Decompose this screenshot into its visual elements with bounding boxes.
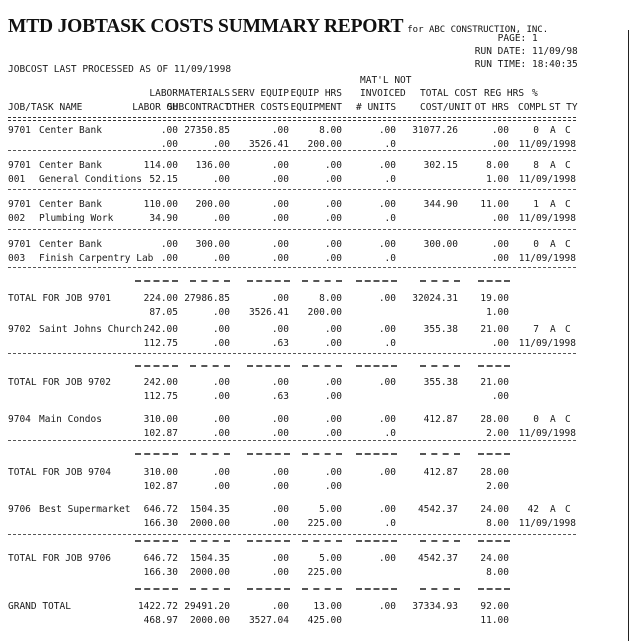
labor-value: 646.72 — [143, 553, 178, 564]
serv-equip-value: .00 — [271, 199, 289, 210]
reg-hrs-value: .00 — [491, 125, 509, 136]
reg-hrs-subvalue: .00 — [491, 391, 509, 402]
serv-equip-subvalue: .00 — [271, 213, 289, 224]
type-code: C — [565, 324, 571, 335]
serv-equip-subvalue: 3526.41 — [248, 139, 289, 150]
header-line1-2: MATERIALS — [178, 88, 230, 99]
total-cost-value: 4542.37 — [417, 504, 458, 515]
labor-value: 310.00 — [143, 414, 178, 425]
reg-hrs-subvalue: .00 — [491, 338, 509, 349]
materials-value: 136.00 — [195, 160, 230, 171]
serv-equip-subvalue: .00 — [271, 518, 289, 529]
header-line2-9: ST TY — [549, 102, 578, 113]
subtotal-separator — [356, 453, 397, 455]
task-date: 11/09/1998 — [518, 428, 576, 439]
labor-value: .00 — [160, 239, 178, 250]
matl-not-invoiced-subvalue: .0 — [384, 253, 396, 264]
materials-value: 1504.35 — [189, 553, 230, 564]
header-line1-8: % — [532, 88, 538, 99]
serv-equip-subvalue: .63 — [271, 391, 289, 402]
matl-not-invoiced-value: .00 — [378, 601, 396, 612]
subtotal-separator — [478, 588, 510, 590]
reg-hrs-subvalue: 8.00 — [486, 567, 509, 578]
subtotal-separator — [247, 453, 290, 455]
reg-hrs-value: .00 — [491, 239, 509, 250]
labor-subvalue: 166.30 — [143, 567, 178, 578]
labor-subvalue: 166.30 — [143, 518, 178, 529]
header-matl-not: MAT'L NOT — [360, 75, 412, 86]
subtotal-separator — [356, 588, 397, 590]
total-cost-value: 355.38 — [423, 324, 458, 335]
percent-complete: 0 — [533, 239, 539, 250]
job-name: Saint Johns Church — [39, 324, 142, 335]
equip-hrs-value: 13.00 — [313, 601, 342, 612]
reg-hrs-value: 11.00 — [480, 199, 509, 210]
status-code: A — [550, 239, 556, 250]
reg-hrs-subvalue: .00 — [491, 253, 509, 264]
matl-not-invoiced-value: .00 — [378, 160, 396, 171]
equip-hrs-subvalue: 225.00 — [307, 567, 342, 578]
materials-value: .00 — [212, 377, 230, 388]
reg-hrs-subvalue: 2.00 — [486, 428, 509, 439]
equip-hrs-subvalue: 200.00 — [307, 139, 342, 150]
serv-equip-subvalue: 3527.04 — [248, 615, 289, 626]
subtotal-separator — [356, 280, 397, 282]
header-line2-6: COST/UNIT — [420, 102, 472, 113]
task-date: 11/09/1998 — [518, 139, 576, 150]
last-processed: JOBCOST LAST PROCESSED AS OF 11/09/1998 — [8, 64, 232, 75]
subtotal-separator — [302, 588, 342, 590]
subtotal-separator — [302, 280, 342, 282]
task-name: Finish Carpentry Lab — [39, 253, 154, 264]
materials-value: 29491.20 — [184, 601, 230, 612]
labor-value: 1422.72 — [137, 601, 178, 612]
matl-not-invoiced-subvalue: .0 — [384, 518, 396, 529]
run-time-label: RUN TIME: — [474, 59, 527, 70]
header-line1-6: TOTAL COST — [420, 88, 478, 99]
status-code: A — [550, 324, 556, 335]
equip-hrs-value: .00 — [324, 324, 342, 335]
matl-not-invoiced-value: .00 — [378, 125, 396, 136]
header-line1-1: LABOR — [149, 88, 178, 99]
page-value: 1 — [532, 33, 538, 44]
row-divider — [8, 229, 576, 230]
reg-hrs-subvalue: 11.00 — [480, 615, 509, 626]
job-name: Best Supermarket — [39, 504, 131, 515]
subtotal-separator — [247, 540, 290, 542]
subtotal-separator — [356, 540, 397, 542]
materials-value: 300.00 — [195, 239, 230, 250]
job-number: 9702 — [8, 324, 31, 335]
matl-not-invoiced-value: .00 — [378, 293, 396, 304]
materials-subvalue: .00 — [212, 428, 230, 439]
total-cost-value: 344.90 — [423, 199, 458, 210]
task-code: 002 — [8, 213, 26, 224]
labor-value: 114.00 — [143, 160, 178, 171]
labor-subvalue: 102.87 — [143, 481, 178, 492]
equip-hrs-value: 5.00 — [319, 504, 342, 515]
header-line1-7: REG HRS — [484, 88, 525, 99]
serv-equip-value: .00 — [271, 553, 289, 564]
materials-value: .00 — [212, 324, 230, 335]
equip-hrs-value: .00 — [324, 414, 342, 425]
serv-equip-value: .00 — [271, 324, 289, 335]
header-line2-8: COMPL — [518, 102, 547, 113]
type-code: C — [565, 239, 571, 250]
reg-hrs-subvalue: 1.00 — [486, 307, 509, 318]
labor-value: 224.00 — [143, 293, 178, 304]
subtotal-separator — [302, 365, 342, 367]
labor-subvalue: 52.15 — [149, 174, 178, 185]
labor-value: .00 — [160, 125, 178, 136]
task-date: 11/09/1998 — [518, 253, 576, 264]
labor-subvalue: 112.75 — [143, 338, 178, 349]
subtotal-separator — [420, 540, 460, 542]
equip-hrs-subvalue: .00 — [324, 391, 342, 402]
matl-not-invoiced-value: .00 — [378, 199, 396, 210]
reg-hrs-subvalue: 2.00 — [486, 481, 509, 492]
materials-value: 27350.85 — [184, 125, 230, 136]
job-number: 9706 — [8, 504, 31, 515]
equip-hrs-value: .00 — [324, 199, 342, 210]
row-divider — [8, 267, 576, 268]
materials-subvalue: 2000.00 — [189, 567, 230, 578]
serv-equip-subvalue: .00 — [271, 428, 289, 439]
subtotal-separator — [247, 588, 290, 590]
subtotal-separator — [478, 453, 510, 455]
status-code: A — [550, 160, 556, 171]
subtotal-separator — [478, 280, 510, 282]
materials-value: 200.00 — [195, 199, 230, 210]
subtotal-separator — [190, 540, 230, 542]
labor-value: 242.00 — [143, 324, 178, 335]
total-cost-value: 31077.26 — [412, 125, 458, 136]
task-name: Plumbing Work — [39, 213, 114, 224]
materials-value: .00 — [212, 467, 230, 478]
equip-hrs-subvalue: 425.00 — [307, 615, 342, 626]
header-line2-4: EQUIPMENT — [290, 102, 342, 113]
task-date: 11/09/1998 — [518, 518, 576, 529]
status-code: A — [550, 125, 556, 136]
total-cost-value: 355.38 — [423, 377, 458, 388]
subtotal-separator — [478, 365, 510, 367]
task-code: 001 — [8, 174, 26, 185]
row-divider — [8, 150, 576, 151]
materials-subvalue: .00 — [212, 253, 230, 264]
materials-value: 1504.35 — [189, 504, 230, 515]
task-name: General Conditions — [39, 174, 142, 185]
materials-subvalue: .00 — [212, 174, 230, 185]
total-cost-value: 4542.37 — [417, 553, 458, 564]
serv-equip-value: .00 — [271, 601, 289, 612]
reg-hrs-value: 21.00 — [480, 377, 509, 388]
percent-complete: 1 — [533, 199, 539, 210]
type-code: C — [565, 199, 571, 210]
subtotal-separator — [135, 588, 178, 590]
job-name: Center Bank — [39, 125, 102, 136]
header-line2-1: LABOR OH — [132, 102, 178, 113]
subtotal-separator — [190, 453, 230, 455]
matl-not-invoiced-value: .00 — [378, 553, 396, 564]
serv-equip-subvalue: 3526.41 — [248, 307, 289, 318]
serv-equip-subvalue: .00 — [271, 567, 289, 578]
company-name: for ABC CONSTRUCTION, INC. — [407, 25, 549, 35]
equip-hrs-value: 5.00 — [319, 553, 342, 564]
header-line1-5: INVOICED — [360, 88, 406, 99]
status-code: A — [550, 199, 556, 210]
subtotal-separator — [135, 280, 178, 282]
total-cost-value: 37334.93 — [412, 601, 458, 612]
equip-hrs-subvalue: .00 — [324, 481, 342, 492]
job-number: 9701 — [8, 125, 31, 136]
subtotal-separator — [356, 365, 397, 367]
subtotal-separator — [420, 280, 460, 282]
matl-not-invoiced-subvalue: .0 — [384, 139, 396, 150]
subtotal-separator — [190, 365, 230, 367]
labor-subvalue: 34.90 — [149, 213, 178, 224]
total-cost-value: 32024.31 — [412, 293, 458, 304]
percent-complete: 7 — [533, 324, 539, 335]
type-code: C — [565, 504, 571, 515]
header-divider — [8, 117, 576, 121]
subtotal-separator — [135, 453, 178, 455]
subtotal-separator — [190, 280, 230, 282]
equip-hrs-value: .00 — [324, 160, 342, 171]
subtotal-separator — [135, 365, 178, 367]
matl-not-invoiced-subvalue: .0 — [384, 174, 396, 185]
equip-hrs-value: .00 — [324, 377, 342, 388]
equip-hrs-subvalue: .00 — [324, 338, 342, 349]
header-job-task-name: JOB/TASK NAME — [8, 102, 83, 113]
materials-value: .00 — [212, 414, 230, 425]
materials-subvalue: .00 — [212, 338, 230, 349]
run-date-value: 11/09/98 — [532, 46, 578, 57]
subtotal-separator — [302, 453, 342, 455]
labor-subvalue: 468.97 — [143, 615, 178, 626]
page-number — [498, 33, 594, 44]
matl-not-invoiced-subvalue: .0 — [384, 213, 396, 224]
total-cost-value: 412.87 — [423, 414, 458, 425]
materials-subvalue: 2000.00 — [189, 615, 230, 626]
job-name: Main Condos — [39, 414, 102, 425]
total-cost-value: 412.87 — [423, 467, 458, 478]
matl-not-invoiced-subvalue: .0 — [384, 338, 396, 349]
equip-hrs-subvalue: 225.00 — [307, 518, 342, 529]
labor-subvalue: 102.87 — [143, 428, 178, 439]
equip-hrs-subvalue: .00 — [324, 213, 342, 224]
header-line1-3: SERV EQUIP — [231, 88, 289, 99]
task-date: 11/09/1998 — [518, 174, 576, 185]
job-number: 9701 — [8, 239, 31, 250]
task-date: 11/09/1998 — [518, 213, 576, 224]
job-number: 9704 — [8, 414, 31, 425]
header-line2-2: SUBCONTRACT — [167, 102, 230, 113]
row-divider — [8, 353, 576, 354]
subtotal-separator — [135, 540, 178, 542]
subtotal-separator — [247, 365, 290, 367]
reg-hrs-subvalue: 8.00 — [486, 518, 509, 529]
subtotal-separator — [420, 588, 460, 590]
labor-value: 646.72 — [143, 504, 178, 515]
total-label: TOTAL FOR JOB 9704 — [8, 467, 111, 478]
report-title — [8, 16, 548, 38]
job-name: Center Bank — [39, 239, 102, 250]
status-code: A — [550, 414, 556, 425]
page-label: PAGE: — [497, 33, 527, 44]
percent-complete: 8 — [533, 160, 539, 171]
reg-hrs-value: 28.00 — [480, 414, 509, 425]
task-date: 11/09/1998 — [518, 338, 576, 349]
total-cost-value: 300.00 — [423, 239, 458, 250]
serv-equip-subvalue: .63 — [271, 338, 289, 349]
reg-hrs-value: 19.00 — [480, 293, 509, 304]
row-divider — [8, 440, 576, 441]
equip-hrs-value: .00 — [324, 467, 342, 478]
matl-not-invoiced-value: .00 — [378, 467, 396, 478]
labor-subvalue: 112.75 — [143, 391, 178, 402]
page-border — [628, 30, 629, 641]
reg-hrs-subvalue: .00 — [491, 139, 509, 150]
labor-subvalue: .00 — [160, 139, 178, 150]
serv-equip-subvalue: .00 — [271, 174, 289, 185]
materials-subvalue: .00 — [212, 139, 230, 150]
total-label: TOTAL FOR JOB 9701 — [8, 293, 111, 304]
serv-equip-subvalue: .00 — [271, 481, 289, 492]
header-line2-7: OT HRS — [474, 102, 509, 113]
labor-subvalue: .00 — [160, 253, 178, 264]
equip-hrs-subvalue: .00 — [324, 174, 342, 185]
percent-complete: 0 — [533, 414, 539, 425]
matl-not-invoiced-value: .00 — [378, 377, 396, 388]
reg-hrs-subvalue: .00 — [491, 213, 509, 224]
job-number: 9701 — [8, 160, 31, 171]
serv-equip-value: .00 — [271, 293, 289, 304]
reg-hrs-value: 92.00 — [480, 601, 509, 612]
matl-not-invoiced-subvalue: .0 — [384, 428, 396, 439]
reg-hrs-subvalue: 1.00 — [486, 174, 509, 185]
row-divider — [8, 534, 576, 535]
row-divider — [8, 189, 576, 190]
serv-equip-value: .00 — [271, 160, 289, 171]
total-label: TOTAL FOR JOB 9702 — [8, 377, 111, 388]
run-time-value: 18:40:35 — [532, 59, 578, 70]
equip-hrs-subvalue: 200.00 — [307, 307, 342, 318]
total-label: TOTAL FOR JOB 9706 — [8, 553, 111, 564]
labor-value: 242.00 — [143, 377, 178, 388]
reg-hrs-value: 8.00 — [486, 160, 509, 171]
subtotal-separator — [420, 453, 460, 455]
percent-complete: 42 — [527, 504, 539, 515]
equip-hrs-value: .00 — [324, 239, 342, 250]
header-line2-3: OTHER COSTS — [226, 102, 289, 113]
serv-equip-value: .00 — [271, 414, 289, 425]
percent-complete: 0 — [533, 125, 539, 136]
labor-value: 310.00 — [143, 467, 178, 478]
type-code: C — [565, 414, 571, 425]
total-label: GRAND TOTAL — [8, 601, 71, 612]
matl-not-invoiced-value: .00 — [378, 504, 396, 515]
run-date-label: RUN DATE: — [474, 46, 527, 57]
serv-equip-value: .00 — [271, 377, 289, 388]
serv-equip-value: .00 — [271, 504, 289, 515]
materials-subvalue: .00 — [212, 481, 230, 492]
run-time — [475, 59, 594, 70]
job-name: Center Bank — [39, 160, 102, 171]
serv-equip-value: .00 — [271, 125, 289, 136]
equip-hrs-value: 8.00 — [319, 293, 342, 304]
type-code: C — [565, 125, 571, 136]
matl-not-invoiced-value: .00 — [378, 239, 396, 250]
subtotal-separator — [478, 540, 510, 542]
reg-hrs-value: 24.00 — [480, 504, 509, 515]
report-title-text: MTD JOBTASK COSTS SUMMARY REPORT — [8, 16, 404, 37]
reg-hrs-value: 24.00 — [480, 553, 509, 564]
status-code: A — [550, 504, 556, 515]
reg-hrs-value: 28.00 — [480, 467, 509, 478]
task-code: 003 — [8, 253, 26, 264]
materials-subvalue: .00 — [212, 213, 230, 224]
labor-subvalue: 87.05 — [149, 307, 178, 318]
total-cost-value: 302.15 — [423, 160, 458, 171]
labor-value: 110.00 — [143, 199, 178, 210]
serv-equip-value: .00 — [271, 239, 289, 250]
subtotal-separator — [302, 540, 342, 542]
type-code: C — [565, 160, 571, 171]
header-line2-5: # UNITS — [356, 102, 397, 113]
equip-hrs-value: 8.00 — [319, 125, 342, 136]
header-line1-4: EQUIP HRS — [290, 88, 342, 99]
materials-subvalue: .00 — [212, 307, 230, 318]
materials-subvalue: 2000.00 — [189, 518, 230, 529]
subtotal-separator — [190, 588, 230, 590]
subtotal-separator — [247, 280, 290, 282]
subtotal-separator — [420, 365, 460, 367]
job-number: 9701 — [8, 199, 31, 210]
serv-equip-value: .00 — [271, 467, 289, 478]
materials-subvalue: .00 — [212, 391, 230, 402]
equip-hrs-subvalue: .00 — [324, 428, 342, 439]
job-name: Center Bank — [39, 199, 102, 210]
equip-hrs-subvalue: .00 — [324, 253, 342, 264]
matl-not-invoiced-value: .00 — [378, 324, 396, 335]
matl-not-invoiced-value: .00 — [378, 414, 396, 425]
serv-equip-subvalue: .00 — [271, 253, 289, 264]
materials-value: 27986.85 — [184, 293, 230, 304]
reg-hrs-value: 21.00 — [480, 324, 509, 335]
run-date — [475, 46, 594, 57]
